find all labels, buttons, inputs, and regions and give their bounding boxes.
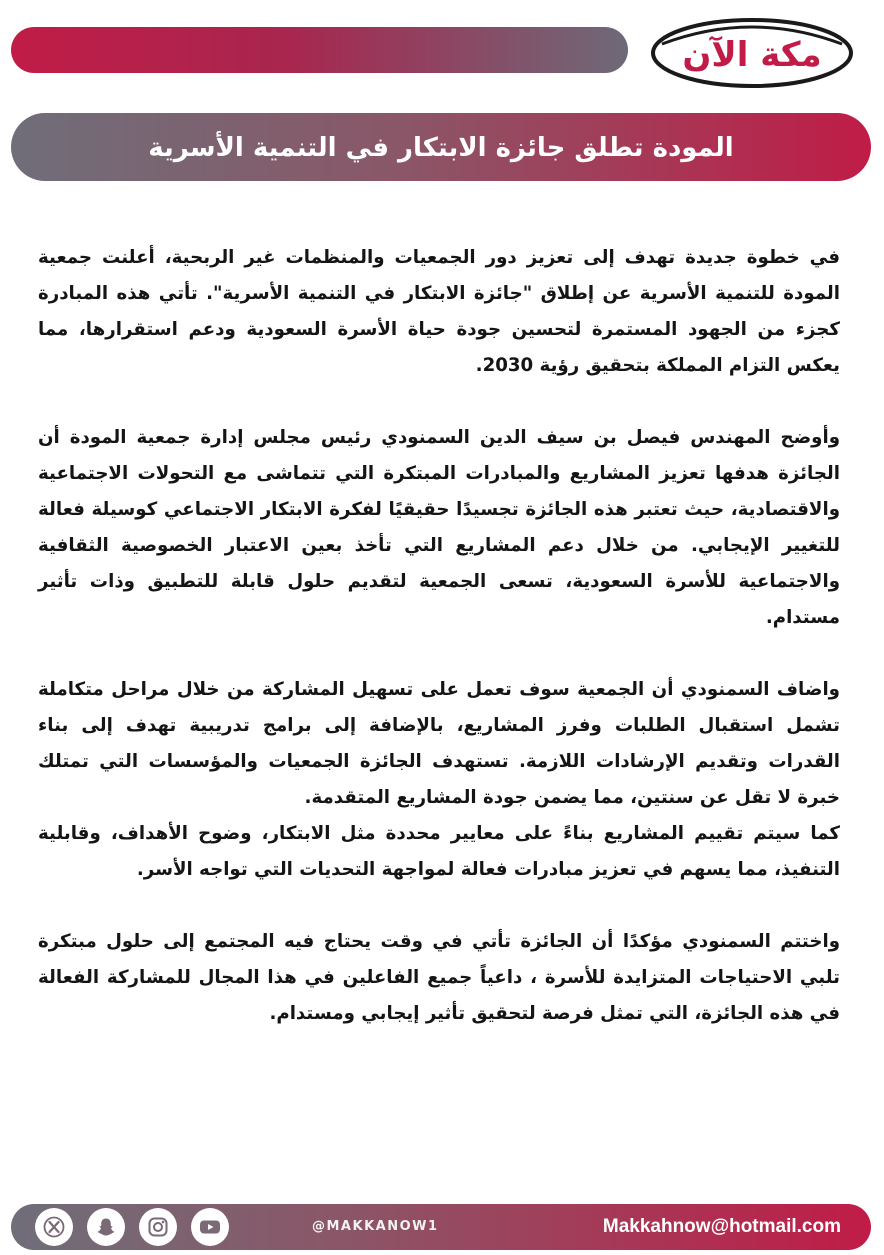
social-handle[interactable]: @MAKKANOW1: [312, 1219, 439, 1234]
snapchat-icon[interactable]: [87, 1208, 125, 1246]
paragraph-evaluation: كما سيتم تقييم المشاريع بناءً على معايير محددة مثل الابتكار، وضوح الأهداف، وقابلية التنفيذ، مما يسهم في تعزيز مبادرات فعالة لمواجهة التحديات التي تواجه الأسر.: [38, 823, 840, 880]
contact-email[interactable]: Makkahnow@hotmail.com: [602, 1216, 841, 1237]
logo-text: مكة الآن: [682, 35, 822, 75]
makkah-now-logo: [650, 16, 854, 90]
footer-bar: [11, 1204, 871, 1250]
instagram-icon[interactable]: [139, 1208, 177, 1246]
article-body: [38, 240, 840, 1068]
paragraph-intro: في خطوة جديدة تهدف إلى تعزيز دور الجمعيات والمنظمات غير الربحية، أعلنت جمعية المودة للتنمية الأسرية عن إطلاق "جائزة الابتكار في التنمية الأسرية". تأتي هذه المبادرة كجزء من الجهود المستمرة لتحسين جودة حياة الأسرة السعودية ودعم استقرارها، مما يعكس التزام المملكة بتحقيق رؤية 2030.: [38, 247, 840, 376]
social-links: [35, 1204, 229, 1250]
top-decorative-bar: [11, 27, 628, 73]
paragraph-conclusion: واختتم السمنودي مؤكدًا أن الجائزة تأتي في وقت يحتاج فيه المجتمع إلى حلول مبتكرة تلبي الاحتياجات المتزايدة للأسرة ، داعياً جميع الفاعلين في هذا المجال للمشاركة الفعالة في هذه الجائزة، التي تمثل فرصة لتحقيق تأثير إيجابي ومستدام.: [38, 931, 840, 1024]
title-banner: [11, 113, 871, 181]
paragraph-process: واضاف السمنودي أن الجمعية سوف تعمل على تسهيل المشاركة من خلال مراحل متكاملة تشمل استقبال الطلبات وفرز المشاريع، بالإضافة إلى برامج تدريبية تهدف إلى بناء القدرات وتقديم الإرشادات اللازمة. تستهدف الجائزة الجمعيات والمؤسسات التي تمتلك خبرة لا تقل عن سنتين، مما يضمن جودة المشاريع المتقدمة.: [38, 679, 840, 808]
youtube-icon[interactable]: [191, 1208, 229, 1246]
paragraph-statement: وأوضح المهندس فيصل بن سيف الدين السمنودي رئيس مجلس إدارة جمعية المودة أن الجائزة هدفها تعزيز المشاريع والمبادرات المبتكرة التي تتماشى مع التحولات الاجتماعية والاقتصادية، حيث تعتبر هذه الجائزة تجسيدًا حقيقيًا لفكرة الابتكار الاجتماعي كوسيلة فعالة للتغيير الإيجابي. من خلال دعم المشاريع التي تأخذ بعين الاعتبار الخصوصية الثقافية والاجتماعية للأسرة السعودية، تسعى الجمعية لتقديم حلول قابلة للتطبيق وذات تأثير مستدام.: [38, 427, 840, 628]
x-icon[interactable]: [35, 1208, 73, 1246]
article-title: المودة تطلق جائزة الابتكار في التنمية الأسرية: [148, 133, 734, 163]
